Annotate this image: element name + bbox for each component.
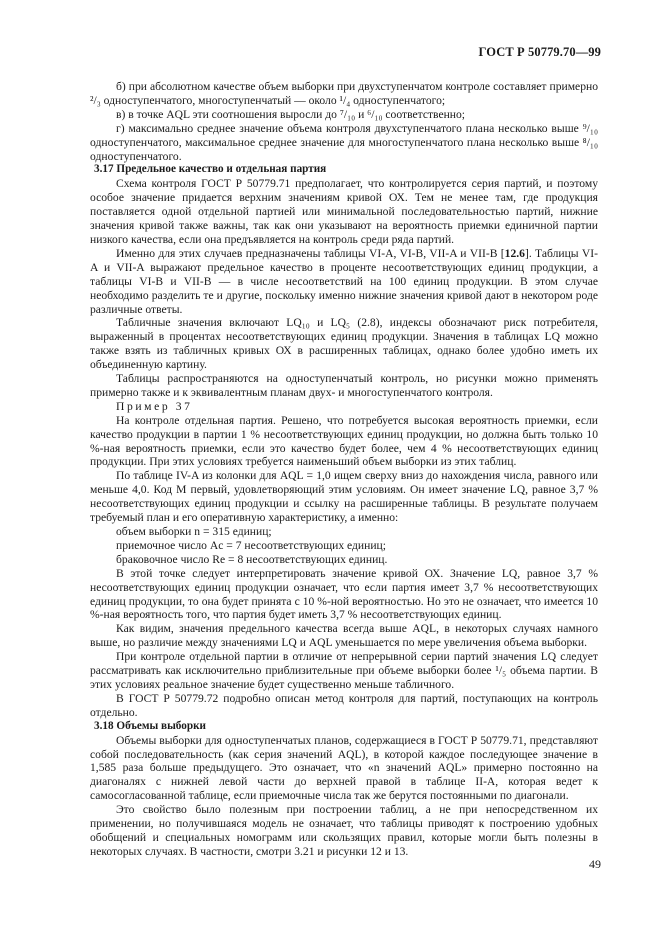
paragraph-sample-sizes: Объемы выборки для одноступенчатых планов, содержащиеся в ГОСТ Р 50779.71, представляют собой последовательность (как серия значений AQL), в которой каждое последующее значение в 1,585 раза больше предыдущего. Это означает, что «n значений AQL» примерно постоянно на диагоналях с нижней левой части до верхней правой в таблице II-A, которая ведет к самосогласованной таблице, если приемочные числа так же берутся постоянными по диагонали. bbox=[90, 733, 598, 803]
paragraph-oc-interpretation: В этой точке следует интерпретировать значение кривой ОХ. Значение LQ, равное 3,7 % несоответствующих единиц продукции означает, что если партия имеет 3,7 % несоответствующих единиц продукции, то она будет принята с 10 %-ной вероятностью. Но это не означает, что имеется 10 %-ная вероятность того, что партия будет иметь 3,7 % несоответствующих единиц. bbox=[90, 566, 598, 622]
paragraph-v: в) в точке AQL эти соотношения выросли до ⁷/₁₀ и ⁶/₁₀ соответственно; bbox=[116, 107, 466, 121]
example-37-label: Пример 37 bbox=[116, 399, 193, 413]
paragraph-lq-vs-aql: Как видим, значения предельного качества всегда выше AQL, в некоторых случаях намного выше, но различие между значениями LQ и AQL уменьшается по мере увеличения объема выборки. bbox=[90, 622, 598, 650]
paragraph-single-lot: При контроле отдельной партии в отличие от непрерывной серии партий значения LQ следует рассматривать как исключительно приблизительные при объеме выборки более ¹/₅ объема партии. В этих условиях реальное значение будет существенно меньше табличного. bbox=[90, 650, 598, 691]
tables-purpose-text-a: Именно для этих случаев предназначены таблицы VI-A, VI-B, VII-A и VII-B [ bbox=[116, 246, 505, 260]
paragraph-gost-reference: В ГОСТ Р 50779.72 подробно описан метод контроля для партий, поступающих на контроль отдельно. bbox=[90, 691, 598, 719]
section-3-17-title: 3.17 Предельное качество и отдельная партия bbox=[94, 163, 327, 176]
tables-purpose-text-b: ]. Таблицы VI-A и VII-A выражают предельное качество в проценте несоответствующих единиц продукции, а таблицы VI-B и VII-B — в числе несоответствий на 100 единиц продукции. В этом случае необходимо разделить те и другие, поскольку именно нижние значения кривой дают в некотором роде различные ответы. bbox=[90, 246, 598, 316]
paragraph-tables-scope: Таблицы распространяются на одноступенчатый контроль, но рисунки можно применять примерно также и к эквивалентным планам двух- и многоступенчатого контроля. bbox=[90, 372, 598, 399]
paragraph-property-usefulness: Это свойство было полезным при построении таблиц, а не при непосредственном их применении, но получившаяся модель не означает, что таблицы приводят к построению удобных обобщений и специальных номограмм или скользящих правил, которые могли быть полезны в некоторых случаях. В частности, смотри 3.21 и рисунки 12 и 13. bbox=[90, 803, 598, 858]
paragraph-control-scheme: Схема контроля ГОСТ Р 50779.71 предполагает, что контролируется серия партий, и поэтому особое значение придается верхним значениям кривой ОХ. Тем не менее там, где продукция поставляется одной отдельной партией или минимальной последовательностью партий, нижние значения кривой также важны, так как они указывают на вероятность приемки единичной партии низкого качества, если она предъявляется на контроль среди ряда партий. bbox=[90, 177, 598, 246]
reference-12-6: 12.6 bbox=[504, 246, 525, 260]
plan-rejection-number: браковочное число Re = 8 несоответствующих единиц. bbox=[116, 552, 388, 566]
page-body bbox=[90, 80, 598, 859]
plan-sample-size: объем выборки n = 315 единиц; bbox=[116, 525, 272, 538]
paragraph-b: б) при абсолютном качестве объем выборки при двухступенчатом контроле составляет примерно ²/₃ одноступенчатого, многоступенчатый — около ¹/₄ одноступенчатого; bbox=[90, 80, 598, 107]
paragraph-g: г) максимально среднее значение объема контроля двухступенчатого плана несколько выше ⁹/₁₀ одноступенчатого, максимальное среднее значение для многоступенчатого плана несколько выше ⁸/₁₀ одноступенчатого. bbox=[90, 121, 598, 163]
paragraph-table-values: Табличные значения включают LQ₁₀ и LQ₅ (2.8), индексы обозначают риск потребителя, выраженный в процентах несоответствующих единиц продукции. Значения в таблицах LQ можно также взять из табличных кривых ОХ в расширенных таблицах, однако более удобно иметь их объединенную картину. bbox=[90, 316, 598, 372]
page-number: 49 bbox=[589, 857, 601, 871]
paragraph-example-setup: На контроле отдельная партия. Решено, что потребуется высокая вероятность приемки, если качество продукции в партии 1 % несоответствующих единиц продукции, но должна быть только 10 %-ная вероятность приемки, если это качество будет более, чем 4 % несоответствующих единиц продукции. При этих условиях требуется наименьший объем выборки из этих таблиц. bbox=[90, 413, 598, 469]
paragraph-table-lookup: По таблице IV-A из колонки для AQL = 1,0 ищем сверху вниз до нахождения числа, равного или меньше 4,0. Код М первый, удовлетворяющий этим условиям. Он имеет значение LQ, равное 3,7 % несоответствующих единиц продукции и ссылку на расширенные таблицы. В результате получаем требуемый план и его оперативную характеристику, а именно: bbox=[90, 469, 598, 525]
paragraph-tables-purpose bbox=[90, 247, 598, 317]
plan-acceptance-number: приемочное число Ac = 7 несоответствующих единиц; bbox=[116, 538, 386, 552]
section-3-18-title: 3.18 Объемы выборки bbox=[94, 719, 206, 732]
document-code-header: ГОСТ Р 50779.70—99 bbox=[478, 45, 601, 59]
